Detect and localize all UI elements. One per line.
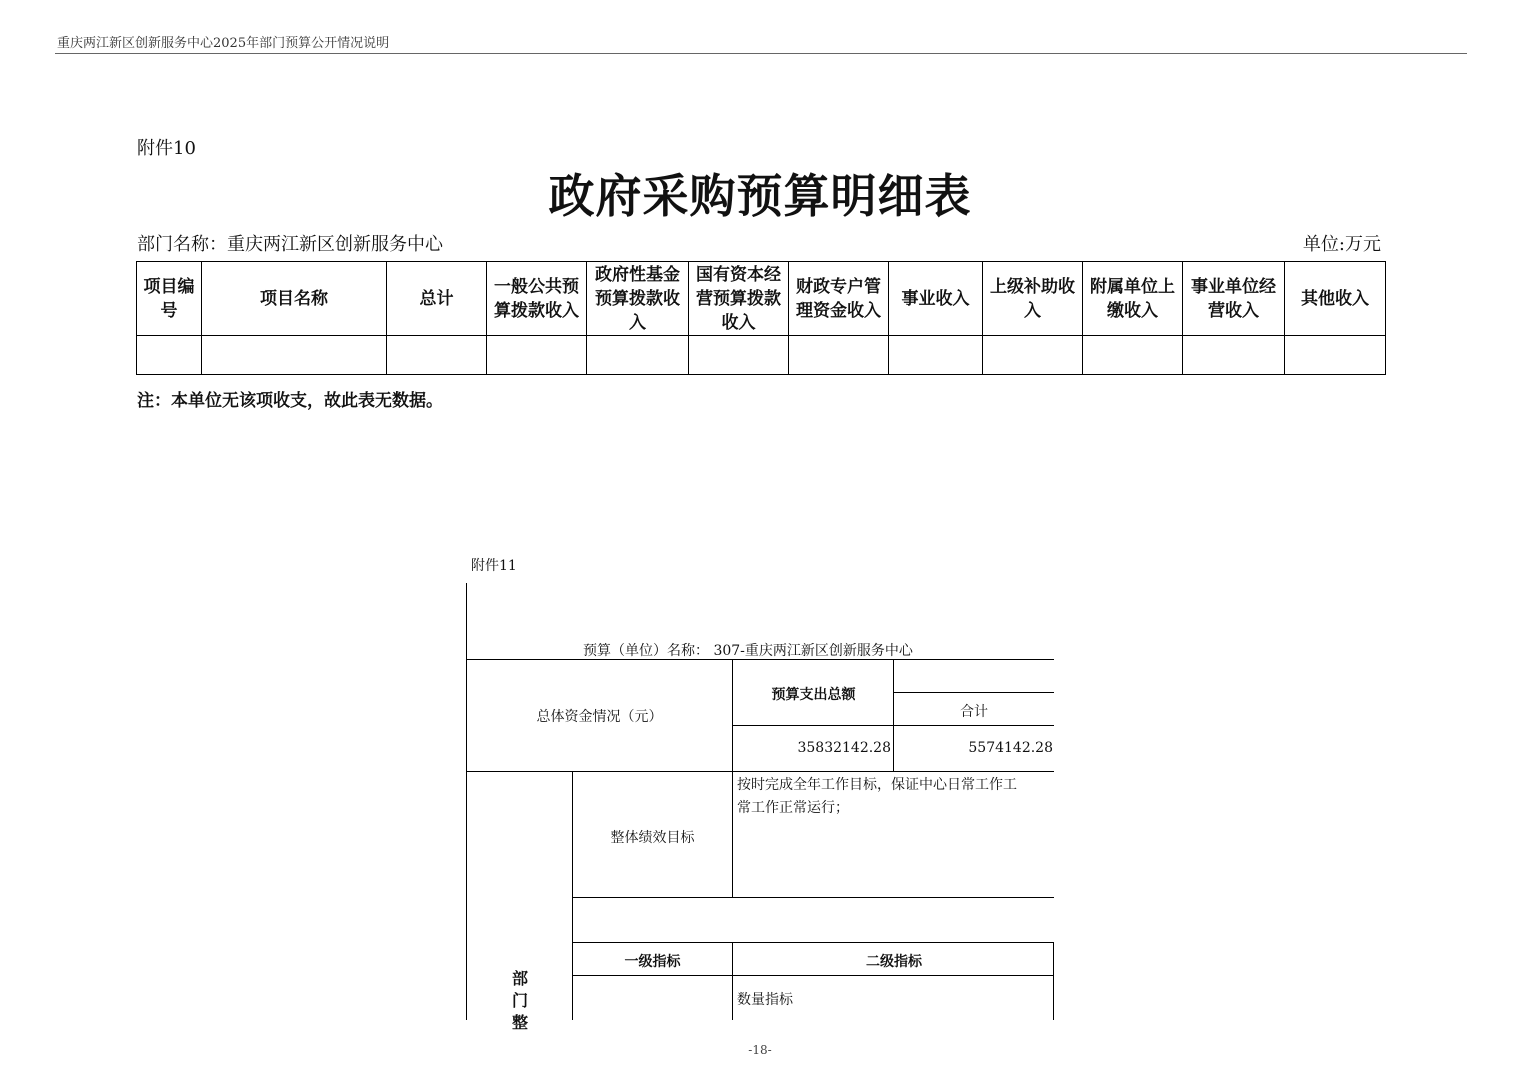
table-cell [202,336,387,375]
grid-line [466,659,1054,660]
overall-goal-text [737,774,1055,820]
attachment-11-label: 附件11 [471,558,517,574]
table-cell [387,336,487,375]
total-expense-value: 35832142.28 [797,740,891,756]
goal-text-line: 按时完成全年工作目标，保证中心日常工作工 [737,777,1017,793]
sum-value: 5574142.28 [968,740,1053,756]
grid-line [572,942,1054,943]
col-header: 事业单位经营收入 [1183,262,1285,336]
total-expense-label: 预算支出总额 [771,687,856,703]
department-name: 部门名称：重庆两江新区创新服务中心 [137,234,443,255]
table-row [137,336,1386,375]
grid-line [572,771,573,1020]
table-note: 注：本单位无该项收支，故此表无数据。 [137,391,443,411]
col-header: 事业收入 [889,262,983,336]
header-rule [55,53,1467,54]
grid-line [893,692,1054,693]
col-header: 项目名称 [202,262,387,336]
col-header: 政府性基金预算拨款收入 [587,262,689,336]
grid-line [572,897,1054,898]
procurement-table-title: 政府采购预算明细表 [548,169,972,223]
sum-label: 合计 [960,704,988,720]
page-number: -18- [748,1043,772,1057]
table-header-row [137,262,1386,336]
procurement-budget-table [136,261,1386,375]
table-cell [983,336,1083,375]
col-header: 一般公共预算拨款收入 [487,262,587,336]
col-header: 国有资本经营预算拨款收入 [689,262,789,336]
grid-line [732,659,733,771]
col-header: 上级补助收入 [983,262,1083,336]
table-cell [689,336,789,375]
vertical-dept-label: 部门整 [511,969,528,1032]
budget-unit-name: 预算（单位）名称： 307-重庆两江新区创新服务中心 [583,643,913,659]
table-cell [137,336,202,375]
col-header: 总计 [387,262,487,336]
col-header: 附属单位上缴收入 [1083,262,1183,336]
table-cell [1083,336,1183,375]
grid-line [572,975,1054,976]
table-cell [587,336,689,375]
grid-line [466,771,1054,772]
col-header: 其他收入 [1285,262,1386,336]
table-cell [789,336,889,375]
total-funds-label: 总体资金情况（元） [536,709,663,725]
grid-line [732,942,733,1020]
grid-line [732,771,733,897]
unit-label: 单位:万元 [1302,234,1381,255]
level2-indicator-header: 二级指标 [866,954,922,970]
attachment-10-label: 附件10 [137,138,196,159]
col-header: 项目编号 [137,262,202,336]
performance-table-left-border [466,583,467,1020]
table-cell [1285,336,1386,375]
table-cell [889,336,983,375]
goal-text-line: 常工作正常运行； [737,800,849,816]
table-cell [1183,336,1285,375]
quantity-indicator-label: 数量指标 [737,992,793,1008]
overall-goal-label: 整体绩效目标 [610,830,695,846]
table-cell [487,336,587,375]
level1-indicator-header: 一级指标 [624,954,681,970]
col-header: 财政专户管理资金收入 [789,262,889,336]
page-header-title: 重庆两江新区创新服务中心2025年部门预算公开情况说明 [57,36,390,51]
